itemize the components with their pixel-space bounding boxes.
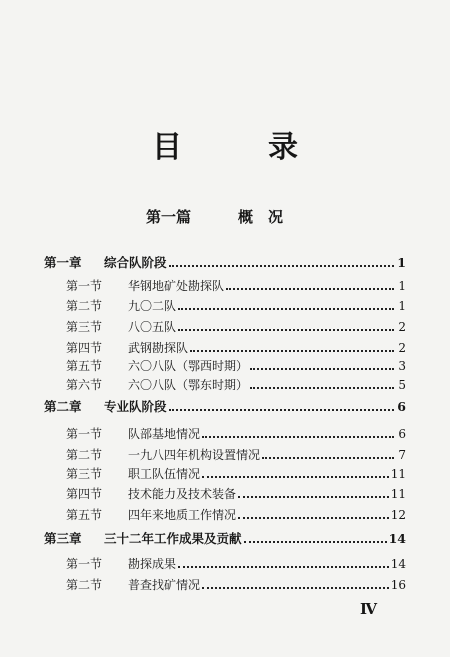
toc-section-entry[interactable] [66,576,406,594]
toc-entry-page: 14 [390,557,406,571]
toc-entry-number: 第二节 [66,299,103,313]
toc-section-entry[interactable] [66,555,406,573]
toc-section-entry[interactable] [66,297,406,315]
toc-chapter-entry[interactable] [44,530,406,548]
toc-leader-dots [202,475,389,478]
toc-entry-number: 第五节 [66,508,103,522]
toc-entry-number: 第四节 [66,341,103,355]
toc-leader-dots [178,565,389,568]
toc-entry-title: 九〇二队 [128,299,177,313]
toc-entry-title: 一九八四年机构设置情况 [128,448,261,462]
toc-leader-dots [169,264,394,267]
toc-leader-dots [250,386,394,389]
toc-entry-number: 第二节 [66,448,103,462]
toc-entry-title: 队部基地情况 [128,427,201,441]
toc-entry-number: 第二章 [44,399,82,414]
toc-entry-page: 16 [390,578,406,592]
toc-entry-title: 武钢勘探队 [128,341,189,355]
toc-leader-dots [262,456,394,459]
toc-entry-title: 华钢地矿处勘探队 [128,279,225,293]
toc-entry-title: 综合队阶段 [104,255,167,270]
toc-entry-title: 三十二年工作成果及贡献 [104,531,242,546]
toc-entry-page: 6 [398,427,406,441]
toc-entry-title: 普查找矿情况 [128,578,201,592]
toc-leader-dots [190,349,394,352]
toc-entry-number: 第三章 [44,531,82,546]
toc-leader-dots [226,287,394,290]
toc-entry-number: 第四节 [66,487,103,501]
toc-section-entry[interactable] [66,318,406,336]
title-char-1: 目 [152,130,182,165]
toc-section-entry[interactable] [66,357,406,375]
toc-entry-page: 1 [397,255,406,270]
toc-section-entry[interactable] [66,277,406,295]
toc-entry-number: 第六节 [66,378,103,392]
toc-section-entry[interactable] [66,339,406,357]
toc-entry-title: 四年来地质工作情况 [128,508,237,522]
toc-entry-number: 第二节 [66,578,103,592]
toc-entry-page: 11 [390,487,406,501]
toc-entry-number: 第五节 [66,359,103,373]
toc-entry-page: 6 [397,399,406,414]
toc-entry-page: 14 [388,531,406,546]
toc-entry-page: 12 [390,508,406,522]
toc-leader-dots [169,408,394,411]
toc-entry-title: 八〇五队 [128,320,177,334]
toc-entry-title: 六〇八队（鄂西时期） [128,359,249,373]
toc-chapter-entry[interactable] [44,398,406,416]
toc-entry-title: 专业队阶段 [104,399,167,414]
title-char-2: 录 [268,130,298,165]
toc-entry-number: 第三节 [66,467,103,481]
toc-section-entry[interactable] [66,376,406,394]
toc-entry-page: 1 [398,279,406,293]
toc-leader-dots [202,586,389,589]
toc-entry-page: 2 [398,341,406,355]
toc-section-entry[interactable] [66,465,406,483]
toc-entry-page: 11 [390,467,406,481]
toc-leader-dots [238,495,389,498]
toc-leader-dots [202,435,394,438]
toc-entry-page: 5 [398,378,406,392]
toc-leader-dots [178,307,394,310]
toc-leader-dots [250,367,394,370]
toc-entry-number: 第一节 [66,427,103,441]
toc-section-entry[interactable] [66,425,406,443]
toc-leader-dots [178,328,394,331]
toc-entry-title: 勘探成果 [128,557,177,571]
toc-entry-number: 第一章 [44,255,82,270]
toc-leader-dots [244,540,387,543]
toc-leader-dots [238,516,389,519]
toc-entry-page: 1 [398,299,406,313]
toc-entry-title: 技术能力及技术装备 [128,487,237,501]
toc-entry-title: 六〇八队（鄂东时期） [128,378,249,392]
part-title: 概 况 [238,208,284,226]
toc-entry-page: 3 [398,359,406,373]
toc-section-entry[interactable] [66,485,406,503]
toc-entry-number: 第一节 [66,557,103,571]
toc-entry-page: 2 [398,320,406,334]
toc-entry-number: 第三节 [66,320,103,334]
toc-chapter-entry[interactable] [44,254,406,272]
toc-entry-number: 第一节 [66,279,103,293]
page-number: Ⅳ [360,600,378,618]
toc-entry-title: 职工队伍情况 [128,467,201,481]
toc-entry-page: 7 [398,448,406,462]
part-number: 第一篇 [146,208,192,226]
toc-section-entry[interactable] [66,506,406,524]
toc-section-entry[interactable] [66,446,406,464]
